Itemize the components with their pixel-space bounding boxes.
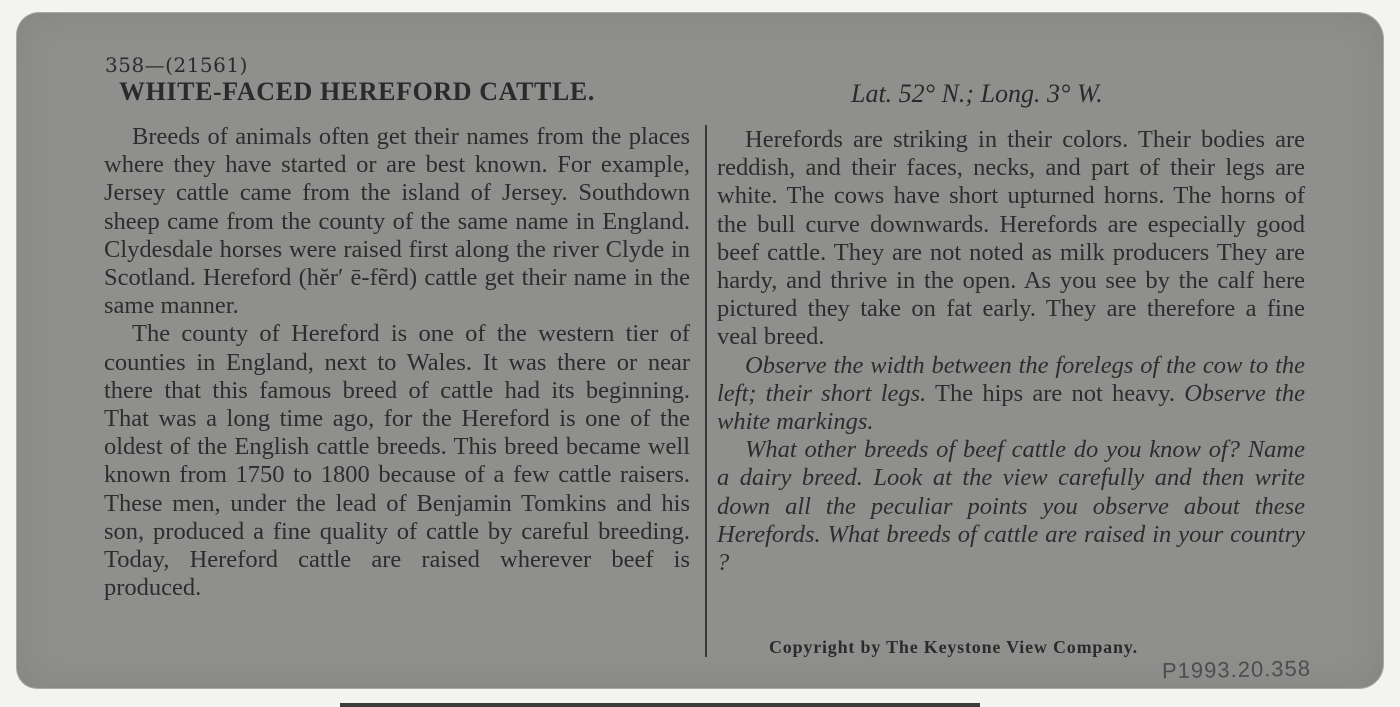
- hips-statement: The hips are not heavy.: [926, 379, 1185, 407]
- right-paragraph-3: [717, 436, 1305, 577]
- right-text-column: [717, 126, 1305, 577]
- right-paragraph-1: Herefords are striking in their colors. Their bodies are reddish, and their faces, necks, and part of their legs are white. The cows have short upturned horns. The horns of the bull curve downwards. Herefords are especially good beef cattle. They are not noted as milk producers They are hardy, and thrive in the open. As you see by the calf here pictured they take on fat early. They are therefore a fine veal breed.: [717, 126, 1305, 351]
- bottom-edge-strip: [340, 703, 980, 707]
- copyright-notice: Copyright by The Keystone View Company.: [769, 637, 1138, 657]
- left-paragraph-2: The county of Hereford is one of the western tier of counties in England, next to Wales. It was there or near there that this famous breed of cattle had its beginning. That was a long time ago, for the Hereford is one of the oldest of the English cattle breeds. This breed became well known from 1750 to 1800 because of a few cattle raisers. These men, under the lead of Benjamin Tomkins and his son, produced a fine quality of cattle by careful breeding. Today, Hereford cattle are raised wherever beef is produced.: [104, 320, 690, 602]
- stereograph-card-back: [17, 13, 1383, 688]
- accession-number: P1993.20.358: [1161, 655, 1312, 684]
- left-text-column: [104, 123, 690, 602]
- column-divider: [705, 125, 707, 657]
- catalog-number: 358—(21561): [105, 53, 248, 77]
- study-questions: What other breeds of beef cattle do you know of? Name a dairy breed. Look at the view carefully and then write down all the peculiar points you observe about these Herefords. What breeds of cattle are raised in your country ?: [717, 436, 1305, 577]
- card-title: WHITE-FACED HEREFORD CATTLE.: [119, 77, 595, 106]
- coordinates: Lat. 52° N.; Long. 3° W.: [851, 79, 1103, 108]
- observation-prompt-legs: Observe the width between the forelegs of the cow to the left; their short legs.: [717, 351, 1305, 407]
- left-paragraph-1: Breeds of animals often get their names from the places where they have started or are best known. For example, Jersey cattle came from the island of Jersey. Southdown sheep came from the county of the same name in England. Clydesdale horses were raised first along the river Clyde in Scotland. Hereford (hĕr′ ē-fẽrd) cattle get their name in the same manner.: [104, 123, 690, 320]
- right-paragraph-2: [717, 352, 1305, 437]
- observation-prompt-markings: Observe the white markings.: [717, 379, 1305, 436]
